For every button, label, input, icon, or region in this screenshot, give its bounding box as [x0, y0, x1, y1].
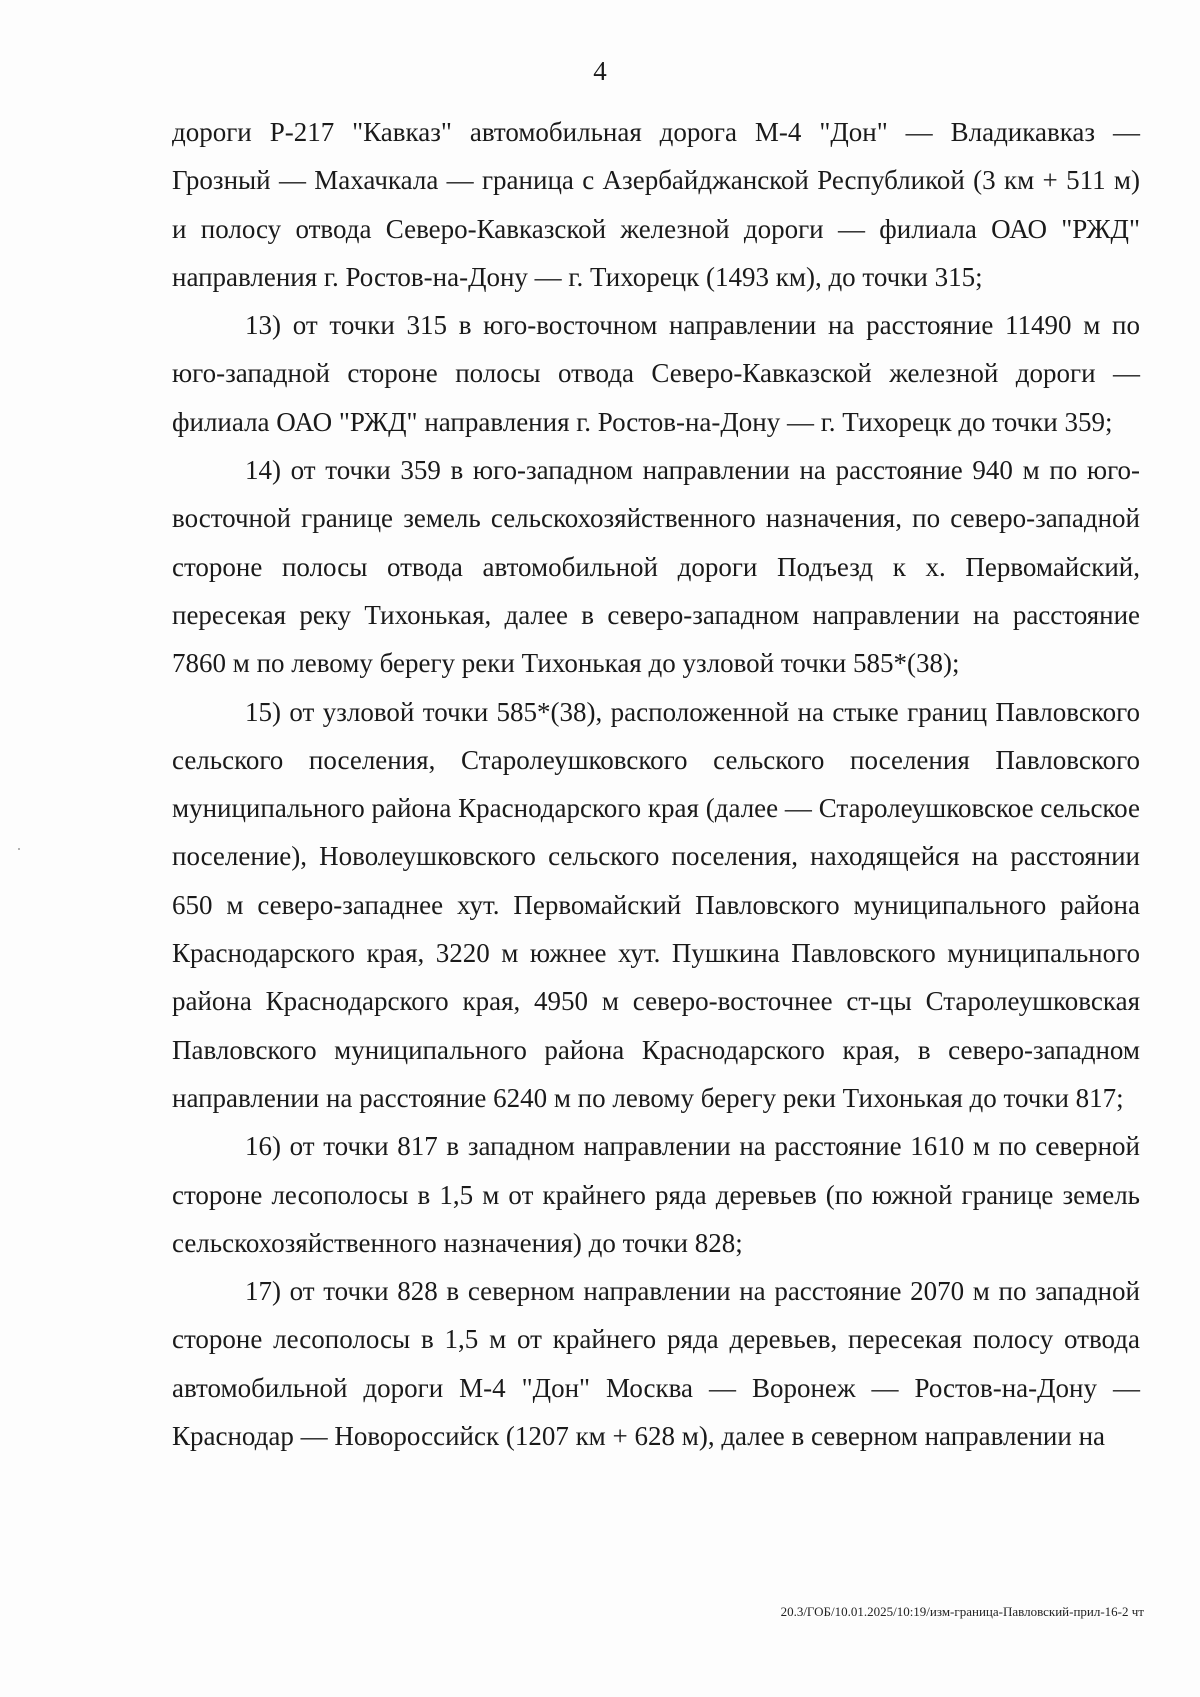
document-footer-code: 20.3/ГОБ/10.01.2025/10:19/изм-граница-Павловский-прил-16-2 чт — [780, 1604, 1144, 1619]
scan-artifact — [18, 848, 20, 850]
paragraph-item-16: 16) от точки 817 в западном направлении на расстояние 1610 м по северной стороне лесополосы в 1,5 м от крайнего ряда деревьев (по южной границе земель сельскохозяйственного назначения) до точки 828; — [172, 1131, 1140, 1258]
paragraph-item-14: 14) от точки 359 в юго-западном направлении на расстояние 940 м по юго-восточной границе земель сельскохозяйственного назначения, по северо-западной стороне полосы отвода автомобильной дороги Подъезд к х. Первомайский, пересекая реку Тихонькая, далее в северо-западном направлении на расстояние 7860 м по левому берегу реки Тихонькая до узловой точки 585*(38); — [172, 455, 1140, 679]
paragraph-item-17: 17) от точки 828 в северном направлении на расстояние 2070 м по западной стороне лесополосы в 1,5 м от крайнего ряда деревьев, пересекая полосу отвода автомобильной дороги М-4 "Дон" Москва — Воронеж — Ростов-на-Дону — Краснодар — Новороссийск (1207 км + 628 м), далее в северном направлении на — [172, 1276, 1140, 1452]
paragraph-item-15: 15) от узловой точки 585*(38), расположенной на стыке границ Павловского сельского поселения, Старолеушковского сельского поселения Павловского муниципального района Краснодарского края (далее — Старолеушковское сельское поселение), Новолеушковского сельского поселения, находящейся на расстоянии 650 м северо-западнее хут. Первомайский Павловского муниципального района Краснодарского края, 3220 м южнее хут. Пушкина Павловского муниципального района Краснодарского края, 4950 м северо-восточнее ст-цы Старолеушковская Павловского муниципального района Краснодарского края, в северо-западном направлении на расстояние 6240 м по левому берегу реки Тихонькая до точки 817; — [172, 696, 1140, 1113]
document-body — [172, 108, 1140, 1460]
paragraph-continuation: дороги Р-217 "Кавказ" автомобильная дорога М-4 "Дон" — Владикавказ — Грозный — Махачкала — граница с Азербайджанской Республикой (3 км + 511 м) и полосу отвода Северо-Кавказской железной дороги — филиала ОАО "РЖД" направления г. Ростов-на-Дону — г. Тихорецк (1493 км), до точки 315; — [172, 117, 1140, 292]
paragraph-item-13: 13) от точки 315 в юго-восточном направлении на расстояние 11490 м по юго-западной стороне полосы отвода Северо-Кавказской железной дороги — филиала ОАО "РЖД" направления г. Ростов-на-Дону — г. Тихорецк до точки 359; — [172, 310, 1140, 437]
page-number: 4 — [593, 56, 607, 86]
